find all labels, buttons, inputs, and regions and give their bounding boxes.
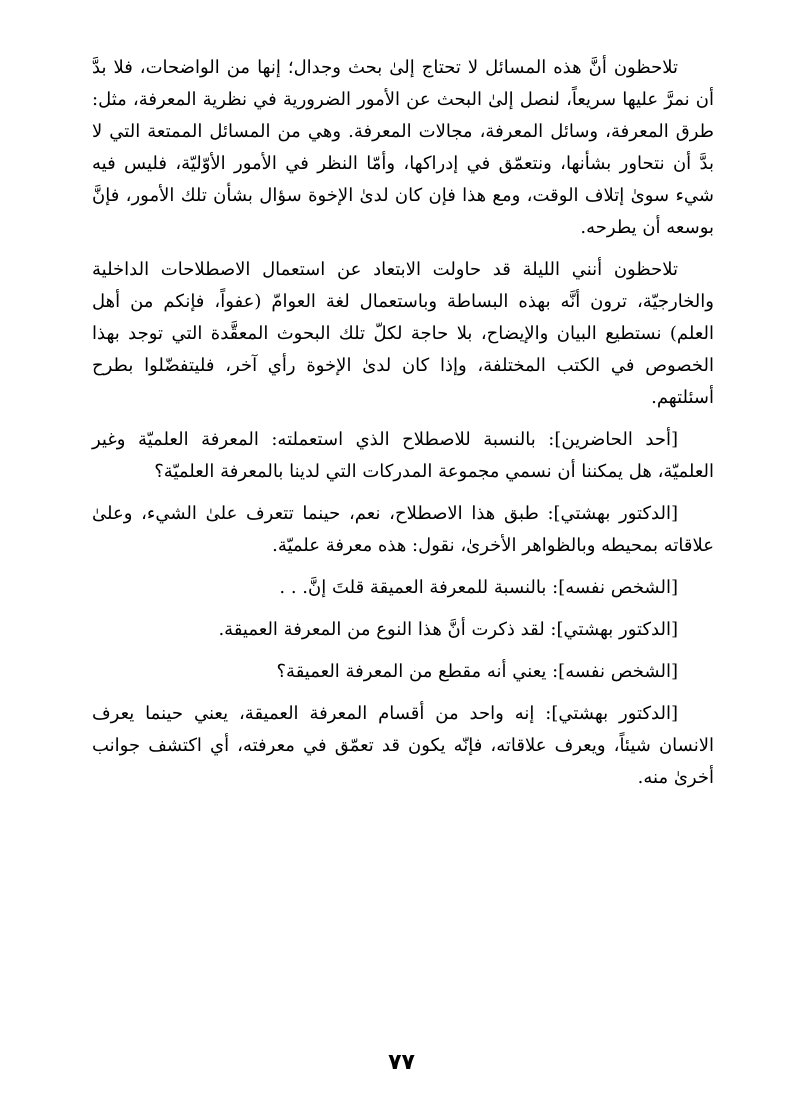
dialog-followup-1: [الشخص نفسه]: بالنسبة للمعرفة العميقة قلتَ إنَّ. . . xyxy=(279,577,678,598)
dialog-answer-beheshti-3: [الدكتور بهشتي]: إنه واحد من أقسام المعرفة العميقة، يعني حينما يعرف الانسان شيئاً، ويعرف علاقاته، فإنّه يكون قد تعمّق في معرفته، أي اكتشف جوانب أخرىٰ منه. xyxy=(92,703,714,788)
page-number: ٧٧ xyxy=(388,1050,415,1075)
dialog-answer-beheshti-2: [الدكتور بهشتي]: لقد ذكرت أنَّ هذا النوع من المعرفة العميقة. xyxy=(218,619,678,640)
body-text xyxy=(92,52,714,804)
paragraph-intro: تلاحظون أنَّ هذه المسائل لا تحتاج إلىٰ بحث وجدال؛ إنها من الواضحات، فلا بدَّ أن نمرَّ عليها سريعاً، لنصل إلىٰ البحث عن الأمور الضرورية في نظرية المعرفة، مثل: طرق المعرفة، وسائل المعرفة، مجالات المعرفة. وهي من المسائل الممتعة التي لا بدَّ أن نتحاور بشأنها، ونتعمّق في إدراكها، وأمّا النظر في الأمور الأوّليّة، فليس فيه شيء سوىٰ إتلاف الوقت، ومع هذا فإن كان لدىٰ الإخوة سؤال بشأن تلك الأمور، فإنَّ بوسعه أن يطرحه. xyxy=(92,57,714,238)
dialog-answer-beheshti-1: [الدكتور بهشتي]: طبق هذا الاصطلاح، نعم، حينما تتعرف علىٰ الشيء، وعلىٰ علاقاته بمحيطه وبالظواهر الأخرىٰ، نقول: هذه معرفة علميّة. xyxy=(92,503,714,556)
paragraph-terminology: تلاحظون أنني الليلة قد حاولت الابتعاد عن استعمال الاصطلاحات الداخلية والخارجيّة، ترون أنَّه بهذه البساطة وباستعمال لغة العوامّ (عفواً، فإنكم من أهل العلم) نستطيع البيان والإيضاح، بلا حاجة لكلّ تلك البحوث المعقَّدة التي توجد بهذا الخصوص في الكتب المختلفة، وإذا كان لدىٰ الإخوة رأي آخر، فليتفضّلوا بطرح أسئلتهم. xyxy=(92,259,714,408)
dialog-question-attendee: [أحد الحاضرين]: بالنسبة للاصطلاح الذي استعملته: المعرفة العلميّة وغير العلميّة، هل يمكننا أن نسمي مجموعة المدركات التي لدينا بالمعرفة العلميّة؟ xyxy=(92,429,714,482)
dialog-followup-2: [الشخص نفسه]: يعني أنه مقطع من المعرفة العميقة؟ xyxy=(276,661,678,682)
